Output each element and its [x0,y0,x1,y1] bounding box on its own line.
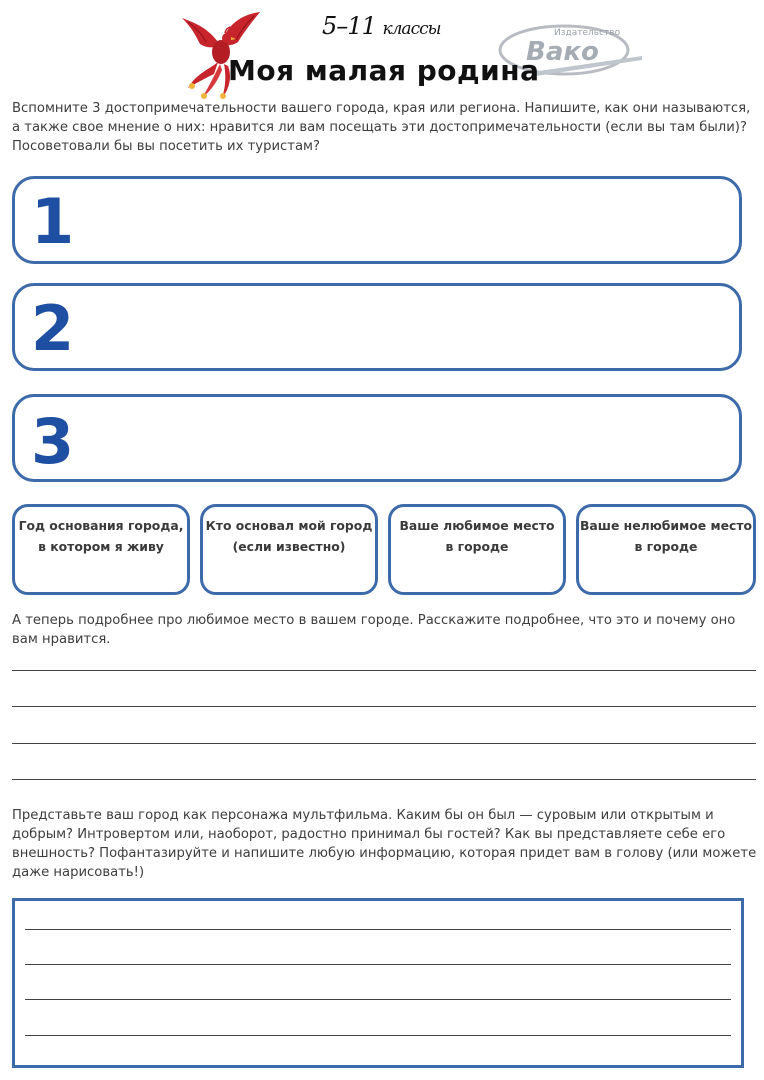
info-box-label: в городе [445,539,509,554]
favorite-place-prompt: А теперь подробнее про любимое место в вашем городе. Расскажите подробнее, что это и почему оно вам нравится. [12,613,736,647]
info-box-label: в городе [634,539,698,554]
landmark-number: 1 [31,185,75,258]
landmark-box-2[interactable] [12,283,742,371]
page-title: Моя малая родина [228,54,540,87]
writing-line[interactable] [25,999,731,1000]
city-character-prompt: Представьте ваш город как персонажа мультфильма. Каким бы он был — суровым или открытым и добрым? Интровертом или, наоборот, радостно принимал бы гостей? Как вы представляете себе его внешность? Пофантазируйте и напишите любую информацию, которая придет вам в голову (или можете даже нарисовать!) [12,808,757,880]
city-character-answer-box[interactable] [12,898,744,1068]
publisher-name-text: Вако [526,37,599,67]
landmark-number: 3 [31,405,75,478]
writing-line[interactable] [12,670,756,671]
info-box-label: Кто основал мой город [205,518,373,533]
writing-line[interactable] [12,706,756,707]
writing-line[interactable] [25,1035,731,1036]
writing-line[interactable] [12,779,756,780]
writing-line[interactable] [25,929,731,930]
favorite-place-box[interactable] [388,504,566,595]
grades-word: классы [382,19,441,39]
intro-instructions: Вспомните 3 достопримечательности вашего города, края или региона. Напишите, как они называются, а также свое мнение о них: нравится ли вам посещать эти достопримечательности (если вы там были)? Посоветовали бы вы посетить их туристам? [12,101,751,154]
info-box-label: в котором я живу [38,539,164,554]
landmark-box-3[interactable] [12,394,742,482]
publisher-small-text: Издательство [554,28,621,38]
info-box-label: Ваше любимое место [399,518,555,533]
info-box-label: (если известно) [232,539,346,554]
grades-range: 5–11 [322,12,376,40]
writing-line[interactable] [12,743,756,744]
grades-label [322,12,440,40]
info-box-label: Год основания города, [18,518,184,533]
city-founder-box[interactable] [200,504,378,595]
founding-year-box[interactable] [12,504,190,595]
landmark-number: 2 [31,292,75,365]
least-favorite-place-box[interactable] [576,504,756,595]
landmark-box-1[interactable] [12,176,742,264]
info-box-label: Ваше нелюбимое место [579,518,753,533]
writing-line[interactable] [25,964,731,965]
